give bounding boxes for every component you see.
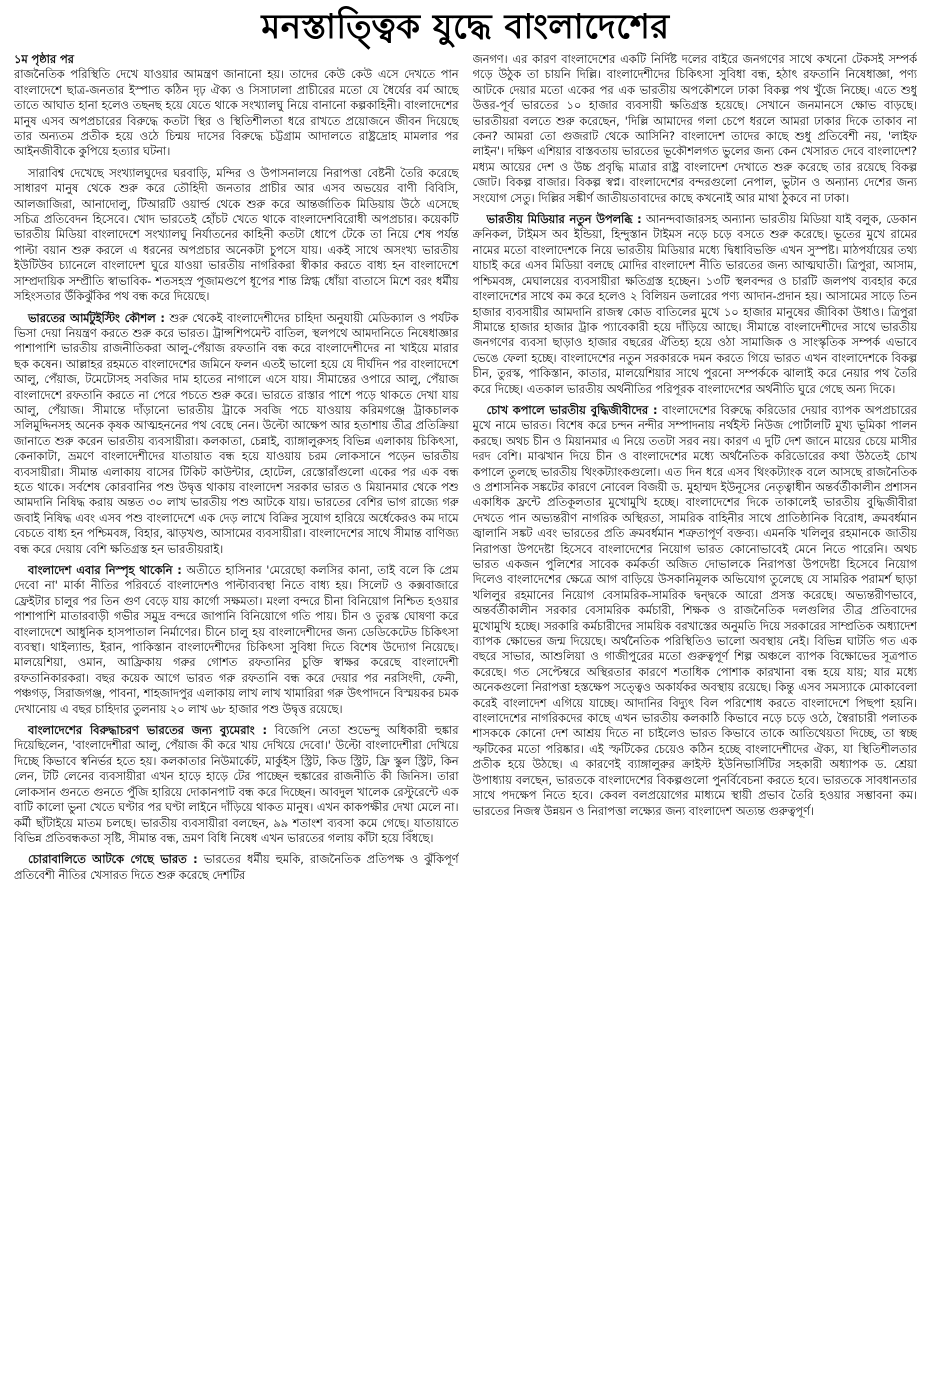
paragraph-text: শুরু থেকেই বাংলাদেশীদের চাহিদা অনুযায়ী মেডিক্যাল ও পর্যটক ভিসা দেয়া নিয়ন্ত্রণ করতে শুরু করে ভারত। ট্রান্সশিপমেন্ট বাতিল, স্থলপথে আমদানিতে নিষেধাজ্ঞার পাশাপাশি ভারতীয় রাজনীতিকরা আলু-পেঁয়াজ রফতানি বন্ধ করে বাংলাদেশীদের না খাইয়ে মারার ছক কষেন। আল্লাহর রহমতে বাংলাদেশের জমিনে ফলন এতই ভালো হয়ে যে দীর্ঘদিন পর বাংলাদেশে আলু, পেঁয়াজ, টমেটোসহ সবজির দাম হাতের নাগালে এসে যায়। সীমান্তের ওপারে আলু, পেঁয়াজ বাংলাদেশে রফতানি করতে না পেরে পচতে শুরু করে। ভারতে রাস্তার পাশে পড়ে থাকতে দেখা যায় আলু, পেঁয়াজ। সীমান্তে দাঁড়ানো ভারতীয় ট্রাকে সবজি পচে যাওয়ায় করিমগঞ্জে ট্রাকচালক সলিমুদ্দিনসহ অনেক কৃষক আত্মহননের পথ বেছে নেন। উল্টো আক্ষেপ আর হতাশায় তীব্র প্রতিক্রিয়া জানাতে শুরু করেন ভারতীয় ব্যবসায়ীরা। কলকাতা, চেন্নাই, ব্যাঙ্গালুরুসহ বিভিন্ন এলাকায় চিকিৎসা, কেনাকাটা, ভ্রমণে বাংলাদেশীদের যাতায়াত বন্ধ হয়ে যাওয়ায় চরম লোকসানে পড়েন ভারতীয় ব্যবসায়ীরা। সীমান্ত এলাকায় বাসের টিকিট কাউন্টার, হোটেল, রেস্তোরাঁগুলো একের পর এক বন্ধ হতে থাকে। সর্বশেষ কোরবানির পশু উদ্বৃত্ত থাকায় বাংলাদেশ সরকার ভারত ও মিয়ানমার থেকে পশু আমদানি নিষিদ্ধ করায় অন্তত ৩০ লাখ ভারতীয় পশু আটকে যায়। ভারতের বেশির ভাগ রাজ্যে গরু জবাই নিষিদ্ধ এবং এসব পশু বাংলাদেশে এক দেড় লাখে বিক্রির সুযোগ হারিয়ে অর্ধেকেরও কম দামে বেচতে বাধ্য হন পশ্চিমবঙ্গ, বিহার, ঝাড়খণ্ড, আসামের ব্যবসায়ীরা। বাংলাদেশের সাথে সীমান্ত বাণিজ্য বন্ধ করে দেয়ায় বেশি ক্ষতিগ্রস্ত হন ভারতীয়রাই। xyxy=(14,311,459,556)
paragraph xyxy=(14,723,459,846)
subheading: ভারতের আর্মটুইস্টিং কৌশল : xyxy=(28,311,165,325)
subheading: বাংলাদেশ এবার নিস্পৃহ থাকেনি : xyxy=(28,564,182,577)
paragraph xyxy=(14,563,459,717)
paragraph xyxy=(14,311,459,558)
paragraph-text: আনন্দবাজারসহ অন্যান্য ভারতীয় মিডিয়া যাই বলুক, ডেকান ক্রনিকল, টাইমস অব ইন্ডিয়া, হিন্দুস্তান টাইমস নড়ে চড়ে বসতে শুরু করেছে। ভূতের মুখে রামের নামের মতো বাংলাদেশকে নিয়ে ভারতীয় মিডিয়ার মধ্যে দ্বিধাবিভক্তি এখন সুস্পষ্ট। মাঠপর্যায়ের তথ্য যাচাই করে এসব মিডিয়া বলছে মোদির বাংলাদেশ নীতি ভারতের জন্য আত্মঘাতী। ত্রিপুরা, আসাম, পশ্চিমবঙ্গ, মেঘালয়ের ব্যবসায়ীরা ক্ষতিগ্রস্ত হচ্ছেন। ১৩টি স্থলবন্দর ও চারটি জলপথ ব্যবহার করে বাংলাদেশের সাথে কম করে হলেও ২ বিলিয়ন ডলারের পণ্য আদান-প্রদান হয়। আসামের সাড়ে তিন হাজার ব্যবসায়ীর আমদানি রাজস্ব কোড বাতিলের মুখে ১০ হাজার মানুষের জীবিকা উধাও। ত্রিপুরা সীমান্তে হাজার হাজার ট্রাক প্যাবেকারী হয়ে দাঁড়িয়ে আছে। সীমান্তে বাংলাদেশীদের সাথে ভারতীয় জনগণের ব্যবসা ছাড়াও হাজার বছরের ঐতিহ্য হয়ে ওঠা সামাজিক ও সাংস্কৃতিক সম্পর্ক এভাবে ভেঙে ফেলা হচ্ছে। বাংলাদেশের নতুন সরকারকে দমন করতে গিয়ে ভারত এখন বাংলাদেশকে বিকল্প চীন, তুরস্ক, পাকিস্তান, কাতার, মালয়েশিয়ার সাথে পুরনো সম্পর্ককে ঝালাই করে নেয়ার পথ তৈরি করে দিচ্ছে। এতকাল ভারতীয় অর্থনীতির পরিপূরক বাংলাদেশের অর্থনীতি ঘুরে গেছে অন্য দিকে। xyxy=(472,213,917,396)
headline: মনস্তাত্ত্বিক যুদ্ধে বাংলাদেশের xyxy=(261,7,670,47)
left-column xyxy=(14,52,459,1374)
paragraph-text: অতীতে হাসিনার 'মেরেছো কলসির কানা, তাই বলে কি প্রেম দেবো না' মার্কা নীতির পরিবর্তে বাংলাদেশও পাল্টাব্যবস্থা নিতে বাধ্য হয়। সিলেট ও কক্সবাজারে ফ্রেইটার চালুর পর তিন গুণ বেড়ে যায় কার্গো সক্ষমতা। মংলা বন্দরে চীনা বিনিয়োগ নিশ্চিত হওয়ার পাশাপাশি মাতারবাড়ী গভীর সমুদ্র বন্দরে জাপানি বিনিয়োগে গতি পায়। চীন ও তুরস্ক ঘোষণা করে বাংলাদেশে আধুনিক হাসপাতাল নির্মাণের। চীনে চালু হয় বাংলাদেশীদের জন্য ডেডিকেটেড চিকিৎসা ব্যবস্থা। থাইল্যান্ড, ইরান, পাকিস্তান বাংলাদেশীদের চিকিৎসা সুবিধা দিতে বিশেষ উদ্যোগ নিয়েছে। মালয়েশিয়া, ওমান, আফ্রিকায় গরুর গোশত রফতানির চুক্তি স্বাক্ষর করেছে বাংলাদেশী রফতানিকারকরা। বছর কয়েক আগে ভারত গরু রফতানি বন্ধ করে দেয়ার পর নরসিংদী, ফেনী, পঞ্চগড়, সিরাজগঞ্জ, পাবনা, শাহজাদপুর এলাকায় লাখ লাখ খামারিরা গরু উৎপাদনে বিস্ময়কর চমক দেখানোয় এ বছর চাহিদার তুলনায় ২০ লাখ ৬৮ হাজার পশু উদ্বৃত্ত রয়েছে। xyxy=(14,564,459,716)
paragraph: সারাবিশ্ব দেখেছে সংখ্যালঘুদের ঘরবাড়ি, মন্দির ও উপাসনালয়ে নিরাপত্তা বেষ্টনী তৈরি করেছে সাধারণ মানুষ থেকে শুরু করে তৌহিদী জনতার প্রাচীর আর এসব অভয়ের বাণী বিবিসি, আলজাজিরা, আনাদোলু, টিআরটি ওয়ার্ল্ড থেকে শুরু করে আন্তর্জাতিক মিডিয়ায় উঠে এসেছে সচিত্র প্রতিবেদন হিসেবে। খোদ ভারতেই হোঁচট খেতে থাকে বাংলাদেশবিরোধী অপপ্রচার। কয়েকটি ভারতীয় মিডিয়া বাংলাদেশে সংখ্যালঘু নির্যাতনের কাহিনী কতটা ধোপে টেকে তা নিয়ে শেষ পর্যন্ত পাল্টা বয়ান শুরু করলে এ ধরনের অপপ্রচার অনেকটা চুপসে যায়। একই সাথে অসংখ্য ভারতীয় ইউটিউব চ্যানেলে বাংলাদেশ ঘুরে যাওয়া ভারতীয় নাগরিকরা স্বীকার করতে বাধ্য হন বাংলাদেশে সাম্প্রদায়িক সম্প্রীতি স্বাভাবিক- শতসহস্র পূজামণ্ডপে ধূপের শান্ত স্নিগ্ধ ধোঁয়া বাতাসে মিশে বরং ধর্মীয় সহিংসতার উঁকিঝুঁকির পথ বন্ধ করে দিয়েছে। xyxy=(14,166,459,304)
article-columns xyxy=(14,52,917,1374)
right-column xyxy=(473,52,918,1374)
paragraph xyxy=(14,52,459,160)
paragraph: জনগণ। এর কারণ বাংলাদেশের একটি নির্দিষ্ট দলের বাইরে জনগণের সাথে কখনো টেকসই সম্পর্ক গড়ে উঠুক তা চায়নি দিল্লি। বাংলাদেশীদের চিকিৎসা সুবিধা বন্ধ, হঠাৎ রফতানি নিষেধাজ্ঞা, পণ্য আটকে দেয়ার মতো একের পর এক ভারতীয় অপকৌশলে ঢাকা বিকল্প পথ খুঁজে নিচ্ছে। এতে শুধু উত্তর-পূর্ব ভারতের ১০ হাজার ব্যবসায়ী ক্ষতিগ্রস্ত হয়েছে। সেখানে জনমানসে ক্ষোভ বাড়ছে। ভারতীয়রা বলতে শুরু করেছেন, 'দিল্লি আমাদের গলা চেপে ধরলে আমরা ঢাকার দিকে তাকাব না কেন? আমরা তো গুজরাট থেকে আসিনি? বাংলাদেশ তাদের কাছে শুধু প্রতিবেশী নয়, 'লাইফ লাইন'। দক্ষিণ এশিয়ার বাস্তবতায় ভারতের ভূকৌশলগত ভুলের জন্য কেন খেসারত দেবে বাংলাদেশ? মধ্যম আয়ের দেশ ও উচ্চ প্রবৃদ্ধি মাত্রার রাষ্ট্র বাংলাদেশ দেখাতে শুরু করেছে তার রয়েছে বিকল্প জোট। বিকল্প বাজার। বিকল্প স্বপ্ন। বাংলাদেশের বন্দরগুলো নেপাল, ভুটান ও অন্যান্য দেশের জন্য সংযোগ সেতু। দিল্লির সঙ্কীর্ণ জাতীয়তাবাদের কাছে কখনোই আর মাথা ঠুকবে না ঢাকা। xyxy=(472,53,917,205)
paragraph-text: বিজেপি নেতা শুভেন্দু অধিকারী হুঙ্কার দিয়েছিলেন, 'বাংলাদেশীরা আলু, পেঁয়াজ কী করে খায় দেখিয়ে দেবো।' উল্টো বাংলাদেশীরা দেখিয়ে দিচ্ছে কিভাবে স্বনির্ভর হতে হয়। কলকাতার নিউমার্কেট, মার্কুইস স্ট্রিট, কিড স্ট্রিট, ফ্রি স্কুল স্ট্রিট, কিন লেন, টটি লেনের ব্যবসায়ীরা এখন হাড়ে হাড়ে টের পাচ্ছেন হুঙ্কারের রাজনীতি কী জিনিস। তারা লোকসান গুনতে গুনতে পুঁজি হারিয়ে দোকানপাট বন্ধ করে দিচ্ছেন। আবদুল খালেক রেস্টুরেন্টে এক বাটি কালো ভুনা খেতে ঘণ্টার পর ঘণ্টা লাইনে দাঁড়িয়ে থাকত মানুষ। এখন কাকপক্ষীর দেখা মেলে না। কর্মী ছাঁটাইয়ে মাতম চলছে। ভারতীয় ব্যবসায়ীরা বলছেন, ৯৯ শতাংশ ব্যবসা কমে গেছে। যাতায়াতে বিভিন্ন প্রতিবন্ধকতা সৃষ্টি, সীমান্ত বন্ধ, ভ্রমণ বিধি নিষেধ এখন ভারতের গলায় কাঁটা হয়ে বিঁধছে। xyxy=(14,724,459,845)
subheading: বাংলাদেশের বিরুদ্ধাচরণ ভারতের জন্য ব্যুমেরাং : xyxy=(28,724,267,738)
subheading: চোরাবালিতে আটকে গেছে ভারত : xyxy=(28,853,198,867)
subheading: ভারতীয় মিডিয়ার নতুন উপলব্ধি : xyxy=(486,213,642,227)
paragraph xyxy=(473,212,918,397)
paragraph-text: রাজনৈতিক পরিস্থিতি দেখে যাওয়ার আমন্ত্রণ জানানো হয়। তাদের কেউ কেউ এসে দেখতে পান বাংলাদেশে ছাত্র-জনতার ইস্পাত কঠিন দৃঢ় ঐক্য ও সিসাঢালা প্রাচীরের মতো যে ধৈর্যের বর্ম আছে তাতে আঘাত হানা হলেও তছনছ হয়ে যেতে থাকে সংখ্যালঘু নিয়ে বানানো কল্পকাহিনী। বাংলাদেশের মানুষ এসব অপপ্রচারের বিরুদ্ধে কতটা স্থির ও স্থিতিশীলতা ধরে রাখতে প্রয়োজনে জীবন দিয়েছে তার অন্যতম প্রতীক হয়ে ওঠে চিন্ময় দাসের বিরুদ্ধে চট্টগ্রাম আদালতে রাষ্ট্রদ্রোহ মামলার পর আইনজীবীকে কুপিয়ে হত্যার ঘটনা। xyxy=(14,68,459,159)
paragraph-text: বাংলাদেশের বিরুদ্ধে করিডোর দেয়ার ব্যাপক অপপ্রচারের মুখে নামে ভারত। বিশেষ করে চন্দন নন্দীর সম্পাদনায় নর্থইস্ট নিউজ পোর্টালটি মুখ্য ভূমিকা পালন করছে। অথচ চীন ও মিয়ানমার এ নিয়ে ততটা সরব নয়। কারণ এ দুটি দেশ জানে মায়ের চেয়ে মাসীর দরদ বেশি। মাঝখান দিয়ে চীন ও বাংলাদেশের মধ্যে অর্থনৈতিক করিডোরের কথা উঠতেই চোখ কপালে তুলছে ভারতীয় থিংকট্যাংকগুলো। এত দিন ধরে এসব থিংকট্যাংক বলে আসছে রাজনৈতিক ও প্রশাসনিক সঙ্কটের কারণে নোবেল বিজয়ী ড. মুহাম্মদ ইউনূসের নেতৃত্বাধীন অন্তর্বর্তীকালীন প্রশাসন একাধিক ফ্রন্টে প্রতিকূলতার মুখোমুখি হচ্ছে। বাংলাদেশের দিকে তাকালেই ভারতীয় বুদ্ধিজীবীরা দেখতে পান অভ্যন্তরীণ নাগরিক অস্থিরতা, সামরিক বাহিনীর সাথে প্রাতিষ্ঠানিক বিরোধ, ক্রমবর্ধমান জ্বালানি সঙ্কট এবং ভারতের প্রতি ক্রমবর্ধমান শত্রুতাপূর্ণ বক্তব্য। এমনকি খলিলুর রহমানকে জাতীয় নিরাপত্তা উপদেষ্টা হিসেবে বাংলাদেশের নিয়োগ ভারত কোনোভাবেই মেনে নিতে পারেনি। অথচ ভারত একজন পুলিশের সাবেক কর্মকর্তা অজিত দোভালকে নিরাপত্তা উপদেষ্টা হিসেবে নিয়োগ দিলেও বাংলাদেশের ক্ষেত্রে আগ বাড়িয়ে উসকানিমূলক অভিযোগ তুলেছে যে সামরিক পরামর্শ ছাড়া খলিলুর রহমানের নিয়োগ বেসামরিক-সামরিক দ্বন্দ্বকে আরো প্রসস্ত করেছে। অভ্যন্তরীণভাবে, অন্তর্বর্তীকালীন সরকার বেসামরিক কর্মচারী, শিক্ষক ও রাজনৈতিক দলগুলির তীব্র প্রতিবাদের মুখোমুখি হচ্ছে। সরকারি কর্মচারীদের সাময়িক বরখাস্তের অনুমতি দিয়ে সরকারের সাম্প্রতিক অধ্যাদেশ ব্যাপক ক্ষোভের জন্ম দিয়েছে। অর্থনৈতিক পরিস্থিতিও ভালো অবস্থায় নেই। বিভিন্ন ঘাটতি গত এক বছরে সাভার, আশুলিয়া ও গাজীপুরের মতো গুরুত্বপূর্ণ শিল্প অঞ্চলে ব্যাপক বিক্ষোভের সূত্রপাত করেছে। গত সেপ্টেম্বরে অস্থিরতার কারণে শতাধিক পোশাক কারখানা বন্ধ হয়ে যায়; যার মধ্যে অনেকগুলো নিরাপত্তা হস্তক্ষেপ সত্ত্বেও অকার্যকর অবস্থায় রয়েছে। কিন্তু এসব সমস্যাকে মোকাবেলা করেই বাংলাদেশ এগিয়ে যাচ্ছে। আদানির বিদ্যুৎ বিল পরিশোধ করতে বাংলাদেশে পিছপা হয়নি। বাংলাদেশের নাগরিকদের কাছে এখন ভারতীয় কলকাঠি কিভাবে নড়ে চড়ে ওঠে, স্বৈরাচারী পলাতক শাসককে কোনো দেশ আশ্রয় দিতে না চাইলেও ভারত কিভাবে তাকে আতিথেয়তা দিচ্ছে, তা স্বচ্ছ স্ফটিকের মতো পরিষ্কার। এই স্ফটিকের চেয়েও কঠিন হচ্ছে বাংলাদেশীদের ঐক্য, যা স্থিতিশীলতার প্রতীক হয়ে উঠছে। এ কারণেই ব্যাঙ্গালুরুর ক্রাইস্ট ইউনিভার্সিটির সহকারী অধ্যাপক ড. শ্রেয়া উপাধ্যায় বলছেন, ভারতকে বাংলাদেশের বিকল্পগুলো পুনর্বিবেচনা করতে হবে। ভারতকে সাবধানতার সাথে পদক্ষেপ নিতে হবে। কেবল বলপ্রয়োগের মাধ্যমে স্থায়ী প্রভাব তৈরি হওয়ার সম্ভাবনা কম। ভারতের নিজস্ব উন্নয়ন ও নিরাপত্তা লক্ষ্যের জন্য বাংলাদেশ অত্যন্ত গুরুত্বপূর্ণ। xyxy=(472,403,917,818)
continued-marker: ১ম পৃষ্ঠার পর xyxy=(14,53,74,66)
subheading: চোখ কপালে ভারতীয় বুদ্ধিজীবীদের : xyxy=(486,403,658,417)
paragraph xyxy=(14,852,459,883)
paragraph xyxy=(473,403,918,819)
paragraph-text: ভারতের ধর্মীয় হুমকি, রাজনৈতিক প্রতিপক্ষ ও ঝুঁকিপূর্ণ প্রতিবেশী নীতির খেসারত দিতে শুরু করেছে দেশটির xyxy=(14,853,459,882)
